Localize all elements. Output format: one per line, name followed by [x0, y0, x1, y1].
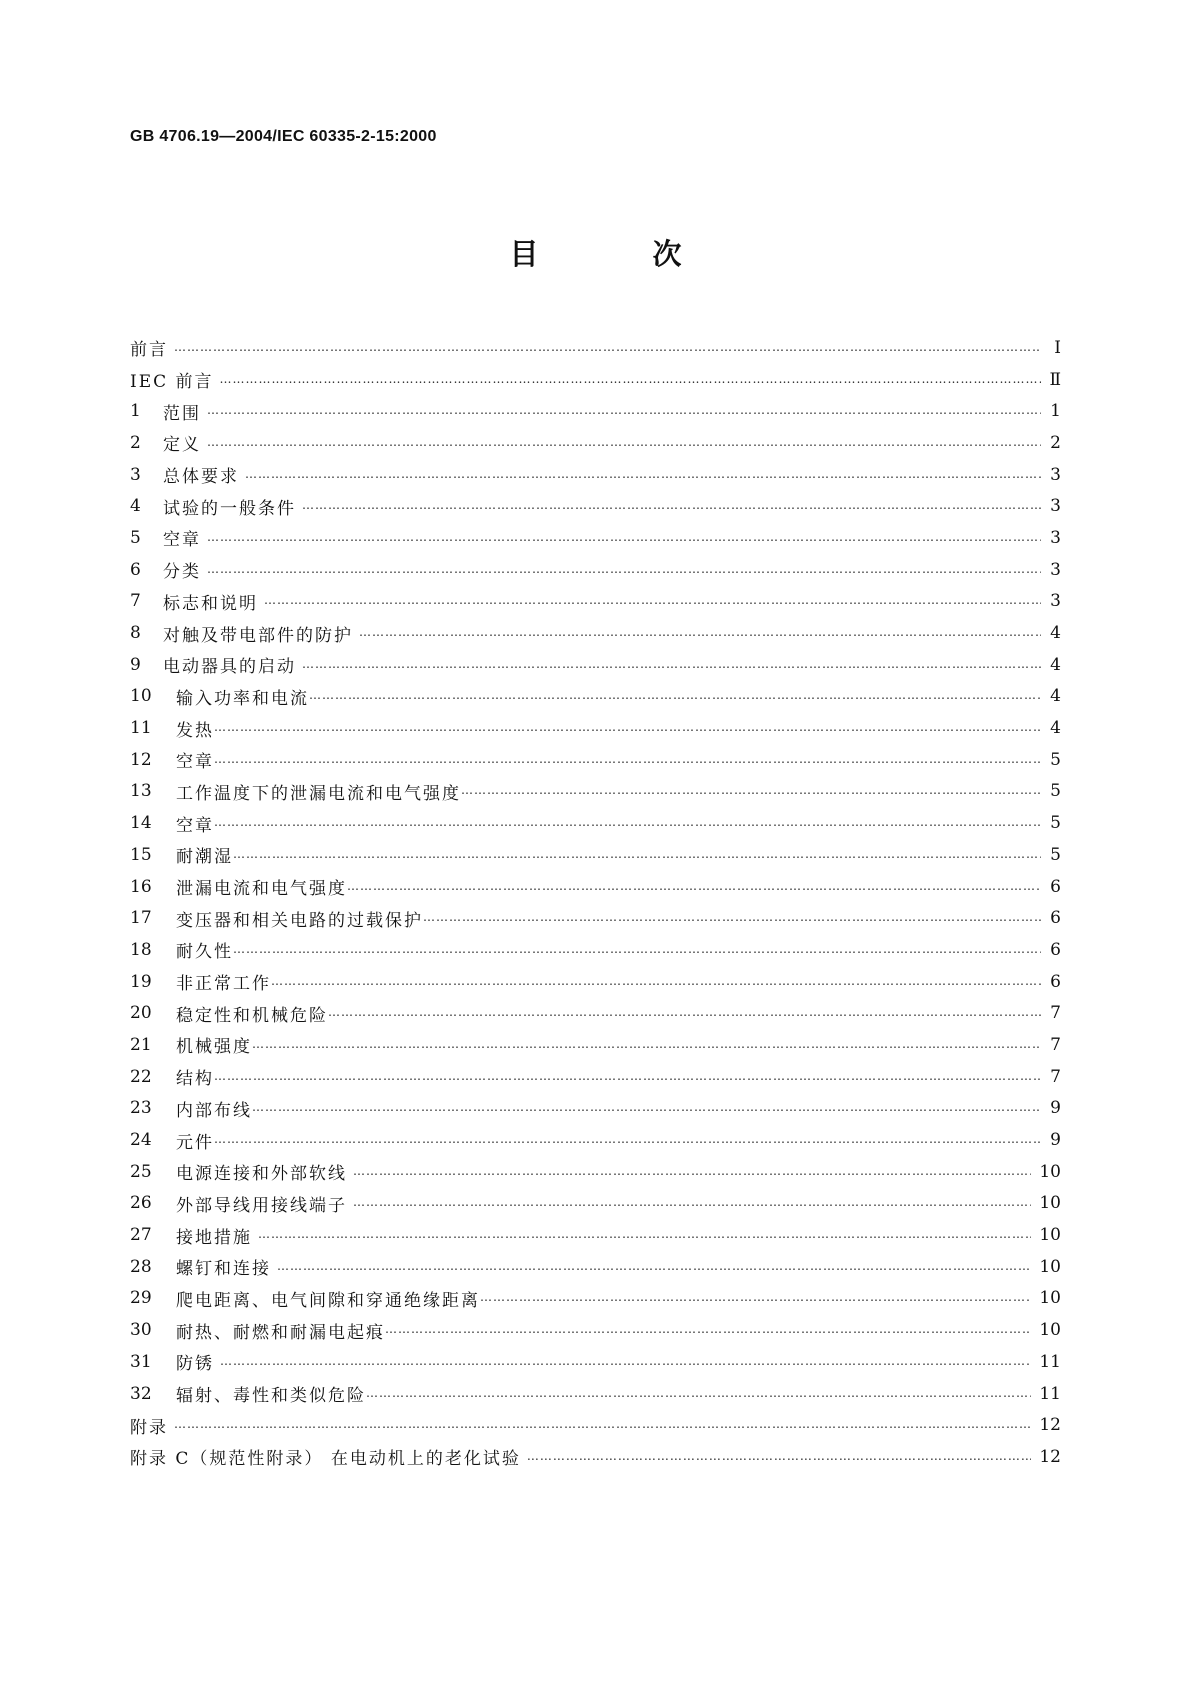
- dot-leader: [214, 1069, 1041, 1083]
- toc-entry-page: 10: [1039, 1225, 1061, 1246]
- toc-entry-label: 空章: [176, 815, 214, 836]
- toc-entry-page: 10: [1039, 1256, 1061, 1277]
- toc-entry-page: 1: [1050, 401, 1061, 422]
- toc-entry-number: 1: [130, 401, 141, 422]
- toc-entry-page: 7: [1050, 1003, 1061, 1024]
- toc-entry[interactable]: [130, 776, 1061, 808]
- toc-entry-label: IEC 前言: [130, 372, 214, 393]
- toc-entry-label: 螺钉和连接: [176, 1259, 271, 1280]
- dot-leader: [271, 974, 1041, 988]
- toc-entry-page: 12: [1039, 1446, 1061, 1467]
- toc-entry-label: 非正常工作: [176, 974, 271, 995]
- dot-leader: [214, 720, 1041, 734]
- toc-entry-label: 定义: [163, 435, 201, 456]
- toc-entry[interactable]: [130, 997, 1061, 1029]
- toc-entry-number: 23: [130, 1098, 152, 1119]
- toc-entry-page: 6: [1050, 908, 1061, 929]
- dot-leader: [302, 498, 1041, 512]
- toc-entry-label: 空章: [176, 752, 214, 773]
- toc-entry[interactable]: [130, 1029, 1061, 1061]
- toc-entry-page: 3: [1050, 591, 1061, 612]
- toc-entry[interactable]: [130, 332, 1061, 364]
- dot-leader: [214, 752, 1041, 766]
- dot-leader: [480, 1290, 1031, 1304]
- toc-entry-number: 17: [130, 908, 152, 929]
- toc-entry-number: 4: [130, 496, 141, 517]
- toc-entry-label: 接地措施: [176, 1227, 252, 1248]
- toc-entry-label: 爬电距离、电气间隙和穿通绝缘距离: [176, 1290, 480, 1311]
- dot-leader: [207, 403, 1041, 417]
- toc-entry-number: 10: [130, 686, 152, 707]
- toc-entry[interactable]: [130, 1378, 1061, 1410]
- toc-entry-page: 4: [1050, 686, 1061, 707]
- toc-entry-number: 3: [130, 464, 141, 485]
- dot-leader: [220, 1354, 1031, 1368]
- dot-leader: [214, 815, 1041, 829]
- dot-leader: [353, 1164, 1031, 1178]
- dot-leader: [302, 657, 1041, 671]
- dot-leader: [347, 879, 1041, 893]
- dot-leader: [258, 1227, 1031, 1241]
- dot-leader: [385, 1322, 1031, 1336]
- toc-entry-page: 5: [1050, 781, 1061, 802]
- toc-entry-label: 电动器具的启动: [163, 657, 296, 678]
- toc-entry-page: 3: [1050, 464, 1061, 485]
- toc-entry-page: 5: [1050, 844, 1061, 865]
- dot-leader: [277, 1259, 1031, 1273]
- toc-entry-number: 11: [130, 718, 152, 739]
- dot-leader: [252, 1100, 1041, 1114]
- toc-entry-page: 10: [1039, 1288, 1061, 1309]
- toc-entry-label: 对触及带电部件的防护: [163, 625, 353, 646]
- toc-entry-label: 防锈: [176, 1354, 214, 1375]
- dot-leader: [353, 1195, 1031, 1209]
- toc-entry-label: 空章: [163, 530, 201, 551]
- toc-entry-label: 耐久性: [176, 942, 233, 963]
- toc-entry-label: 耐热、耐燃和耐漏电起痕: [176, 1322, 385, 1343]
- toc-entry-number: 20: [130, 1003, 152, 1024]
- toc-entry-label: 外部导线用接线端子: [176, 1195, 347, 1216]
- toc-entry-number: 26: [130, 1193, 152, 1214]
- toc-entry[interactable]: [130, 490, 1061, 522]
- dot-leader: [245, 467, 1041, 481]
- toc-entry-label: 内部布线: [176, 1100, 252, 1121]
- toc-entry[interactable]: [130, 364, 1061, 396]
- toc-entry-label: 附录 C（规范性附录） 在电动机上的老化试验: [130, 1449, 521, 1470]
- toc-entry-number: 22: [130, 1066, 152, 1087]
- toc-entry-page: 10: [1039, 1193, 1061, 1214]
- dot-leader: [220, 372, 1041, 386]
- toc-entry-number: 12: [130, 749, 152, 770]
- toc-entry[interactable]: [130, 1124, 1061, 1156]
- toc-entry-page: Ⅰ: [1054, 337, 1061, 358]
- toc-entry-page: 4: [1050, 623, 1061, 644]
- toc-entry-label: 总体要求: [163, 467, 239, 488]
- dot-leader: [233, 847, 1041, 861]
- toc-entry-number: 32: [130, 1383, 152, 1404]
- toc-entry[interactable]: [130, 459, 1061, 491]
- toc-entry-page: 9: [1050, 1098, 1061, 1119]
- toc-entry-number: 2: [130, 432, 141, 453]
- toc-entry-page: Ⅱ: [1049, 369, 1061, 390]
- toc-entry[interactable]: [130, 744, 1061, 776]
- toc-entry-label: 发热: [176, 720, 214, 741]
- toc-entry-page: 4: [1050, 718, 1061, 739]
- toc-entry[interactable]: [130, 934, 1061, 966]
- toc-entry-label: 输入功率和电流: [176, 688, 309, 709]
- toc-entry-label: 工作温度下的泄漏电流和电气强度: [176, 783, 461, 804]
- toc-entry-page: 11: [1039, 1351, 1061, 1372]
- toc-entry-label: 标志和说明: [163, 593, 258, 614]
- table-of-contents: [130, 332, 1061, 1473]
- dot-leader: [174, 340, 1041, 354]
- toc-entry[interactable]: [130, 1156, 1061, 1188]
- toc-entry[interactable]: [130, 554, 1061, 586]
- toc-entry[interactable]: [130, 871, 1061, 903]
- toc-entry-label: 机械强度: [176, 1037, 252, 1058]
- dot-leader: [366, 1386, 1031, 1400]
- toc-entry-label: 耐潮湿: [176, 847, 233, 868]
- toc-entry-number: 16: [130, 876, 152, 897]
- toc-entry[interactable]: [130, 395, 1061, 427]
- toc-entry-page: 4: [1050, 654, 1061, 675]
- dot-leader: [423, 910, 1041, 924]
- toc-entry[interactable]: [130, 1251, 1061, 1283]
- toc-entry[interactable]: [130, 902, 1061, 934]
- toc-entry-number: 21: [130, 1034, 152, 1055]
- toc-entry-number: 15: [130, 844, 152, 865]
- toc-entry-number: 6: [130, 559, 141, 580]
- toc-entry-page: 11: [1039, 1383, 1061, 1404]
- toc-entry-page: 6: [1050, 971, 1061, 992]
- toc-entry[interactable]: [130, 1093, 1061, 1125]
- toc-entry-number: 8: [130, 623, 141, 644]
- toc-entry[interactable]: [130, 427, 1061, 459]
- toc-entry-page: 5: [1050, 813, 1061, 834]
- toc-entry-page: 6: [1050, 939, 1061, 960]
- toc-entry-label: 元件: [176, 1132, 214, 1153]
- toc-entry[interactable]: [130, 1409, 1061, 1441]
- dot-leader: [527, 1449, 1032, 1463]
- toc-entry[interactable]: [130, 1283, 1061, 1315]
- toc-entry[interactable]: [130, 1441, 1061, 1473]
- toc-entry-page: 7: [1050, 1066, 1061, 1087]
- toc-entry[interactable]: [130, 586, 1061, 618]
- dot-leader: [207, 435, 1041, 449]
- toc-entry-number: 13: [130, 781, 152, 802]
- toc-entry[interactable]: [130, 617, 1061, 649]
- toc-entry-page: 10: [1039, 1161, 1061, 1182]
- toc-entry-page: 5: [1050, 749, 1061, 770]
- dot-leader: [207, 562, 1041, 576]
- toc-entry-number: 18: [130, 939, 152, 960]
- toc-entry[interactable]: [130, 681, 1061, 713]
- toc-entry[interactable]: [130, 1346, 1061, 1378]
- toc-entry-page: 9: [1050, 1130, 1061, 1151]
- toc-entry-number: 31: [130, 1351, 152, 1372]
- toc-entry[interactable]: [130, 1188, 1061, 1220]
- toc-entry[interactable]: [130, 649, 1061, 681]
- toc-entry-number: 7: [130, 591, 141, 612]
- toc-entry-page: 3: [1050, 496, 1061, 517]
- toc-entry-number: 27: [130, 1225, 152, 1246]
- toc-entry-number: 24: [130, 1130, 152, 1151]
- toc-entry-label: 稳定性和机械危险: [176, 1005, 328, 1026]
- toc-entry-label: 电源连接和外部软线: [176, 1164, 347, 1185]
- toc-entry[interactable]: [130, 807, 1061, 839]
- toc-entry-page: 3: [1050, 559, 1061, 580]
- dot-leader: [174, 1417, 1031, 1431]
- toc-entry-label: 泄漏电流和电气强度: [176, 879, 347, 900]
- toc-entry-number: 25: [130, 1161, 152, 1182]
- toc-entry-page: 7: [1050, 1034, 1061, 1055]
- toc-entry-label: 结构: [176, 1069, 214, 1090]
- dot-leader: [264, 593, 1041, 607]
- page-title: 目 次: [509, 237, 734, 271]
- toc-entry-number: 14: [130, 813, 152, 834]
- dot-leader: [359, 625, 1041, 639]
- dot-leader: [309, 688, 1041, 702]
- toc-entry-number: 5: [130, 527, 141, 548]
- toc-entry[interactable]: [130, 522, 1061, 554]
- dot-leader: [461, 783, 1041, 797]
- toc-entry-label: 变压器和相关电路的过载保护: [176, 910, 423, 931]
- toc-entry-number: 19: [130, 971, 152, 992]
- toc-entry-page: 12: [1039, 1415, 1061, 1436]
- toc-entry-label: 辐射、毒性和类似危险: [176, 1386, 366, 1407]
- dot-leader: [328, 1005, 1041, 1019]
- standard-code-header: GB 4706.19—2004/IEC 60335-2-15:2000: [130, 128, 437, 145]
- toc-entry-label: 分类: [163, 562, 201, 583]
- toc-entry-label: 试验的一般条件: [163, 498, 296, 519]
- toc-entry[interactable]: [130, 839, 1061, 871]
- toc-entry[interactable]: [130, 1314, 1061, 1346]
- dot-leader: [252, 1037, 1041, 1051]
- toc-entry[interactable]: [130, 966, 1061, 998]
- toc-entry-number: 29: [130, 1288, 152, 1309]
- toc-entry-label: 前言: [130, 340, 168, 361]
- dot-leader: [233, 942, 1041, 956]
- dot-leader: [214, 1132, 1041, 1146]
- toc-entry-number: 30: [130, 1320, 152, 1341]
- dot-leader: [207, 530, 1041, 544]
- toc-entry[interactable]: [130, 712, 1061, 744]
- toc-entry-page: 3: [1050, 527, 1061, 548]
- toc-entry-page: 10: [1039, 1320, 1061, 1341]
- toc-entry-label: 附录: [130, 1417, 168, 1438]
- toc-entry-number: 9: [130, 654, 141, 675]
- toc-entry-page: 6: [1050, 876, 1061, 897]
- toc-entry-page: 2: [1050, 432, 1061, 453]
- toc-entry-number: 28: [130, 1256, 152, 1277]
- toc-entry[interactable]: [130, 1219, 1061, 1251]
- toc-entry-label: 范围: [163, 403, 201, 424]
- toc-entry[interactable]: [130, 1061, 1061, 1093]
